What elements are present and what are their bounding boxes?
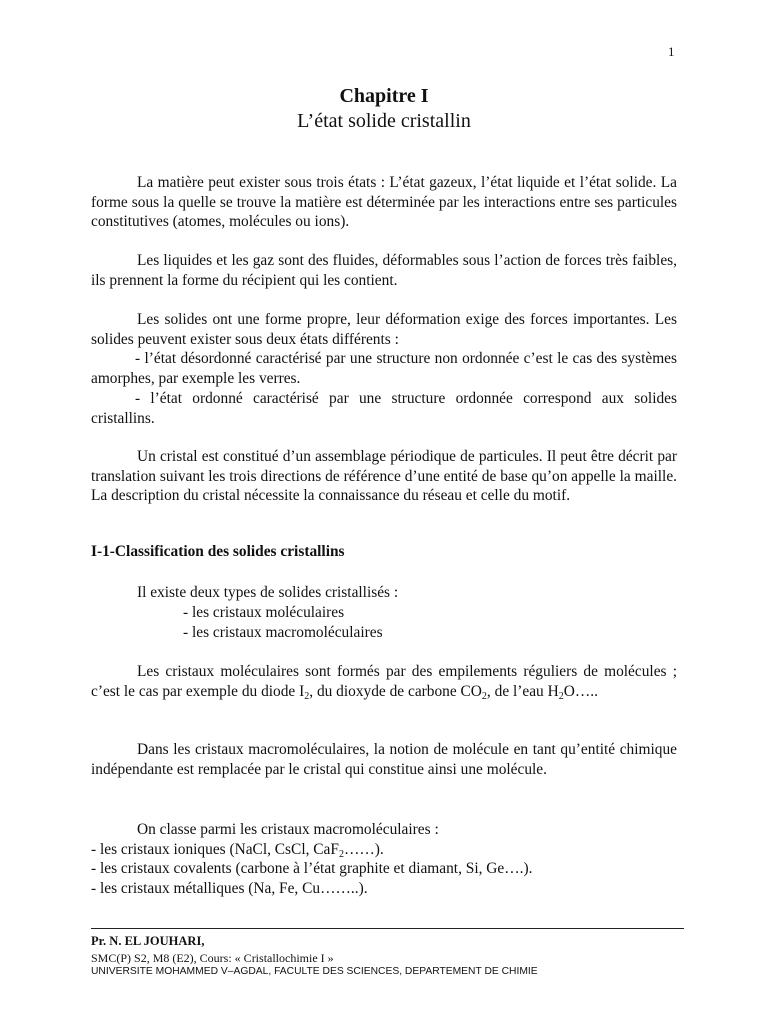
section-heading: I-1-Classification des solides cristallins: [91, 543, 345, 560]
footer-divider: [91, 928, 684, 929]
paragraph-crystal-definition: Un cristal est constitué d’un assemblage périodique de particules. Il peut être décrit par translation suivant les trois directions de référence d’une entité de base qu’on appelle la maille. La description du cristal nécessite la connaissance du réseau et celle du motif.: [91, 448, 677, 505]
chapter-subtitle: L’état solide cristallin: [297, 110, 471, 132]
subscript: 2: [481, 690, 487, 702]
types-intro: Il existe deux types de solides cristallisés :: [137, 584, 399, 601]
molecular-text-4: O…..: [563, 682, 598, 700]
page-number: 1: [668, 44, 675, 59]
footer-author: Pr. N. EL JOUHARI,: [91, 934, 205, 948]
macro-list-intro: On classe parmi les cristaux macromoléculaires :: [137, 821, 439, 838]
paragraph-macromolecular-crystals: Dans les cristaux macromoléculaires, la notion de molécule en tant qu’entité chimique indépendante est remplacée par le cristal qui constitue ainsi une molécule.: [91, 741, 677, 778]
paragraph-states-of-matter: La matière peut exister sous trois états : L’état gazeux, l’état liquide et l’état solide. La forme sous la quelle se trouve la matière est déterminée par les interactions entre ses particules constitutives (atomes, molécules ou ions).: [91, 174, 677, 231]
footer-university: UNIVERSITE MOHAMMED V–AGDAL, FACULTE DES SCIENCES, DEPARTEMENT DE CHIMIE: [91, 966, 538, 977]
ionic-text-1: - les cristaux ioniques (NaCl, CsCl, CaF: [91, 841, 339, 858]
list-item-ionic-crystals: [91, 840, 384, 860]
list-item-disordered-state: - l’état désordonné caractérisé par une structure non ordonnée c’est le cas des systèmes amorphes, par exemple les verres.: [91, 350, 677, 388]
list-item-macromolecular-crystals: - les cristaux macromoléculaires: [183, 624, 383, 641]
list-item-covalent-crystals: - les cristaux covalents (carbone à l’état graphite et diamant, Si, Ge….).: [91, 860, 533, 877]
list-item-molecular-crystals: - les cristaux moléculaires: [183, 604, 345, 621]
paragraph-fluids: Les liquides et les gaz sont des fluides, déformables sous l’action de forces très faibles, ils prennent la forme du récipient qui les contient.: [91, 252, 677, 289]
subscript: 2: [304, 690, 310, 702]
list-item-metallic-crystals: - les cristaux métalliques (Na, Fe, Cu……..).: [91, 880, 368, 897]
footer-course: SMC(P) S2, M8 (E2), Cours: « Cristallochimie I »: [91, 951, 334, 965]
subscript: 2: [558, 690, 564, 702]
paragraph-solids: [91, 310, 677, 428]
ionic-text-2: ……).: [343, 841, 384, 858]
chapter-title: Chapitre I: [339, 85, 429, 107]
subscript: 2: [338, 849, 344, 860]
paragraph-solids-intro: Les solides ont une forme propre, leur déformation exige des forces importantes. Les solides peuvent exister sous deux états différents :: [91, 311, 677, 348]
molecular-text-3: , de l’eau H: [486, 682, 559, 700]
molecular-text-2: , du dioxyde de carbone CO: [309, 682, 482, 700]
molecular-text-1: Les cristaux moléculaires sont formés par des empilements réguliers de molécules ; c’est le cas par exemple du diode I: [91, 663, 677, 700]
paragraph-molecular-crystals: [91, 662, 677, 701]
list-item-ordered-state: - l’état ordonné caractérisé par une structure ordonnée correspond aux solides cristallins.: [91, 389, 677, 427]
